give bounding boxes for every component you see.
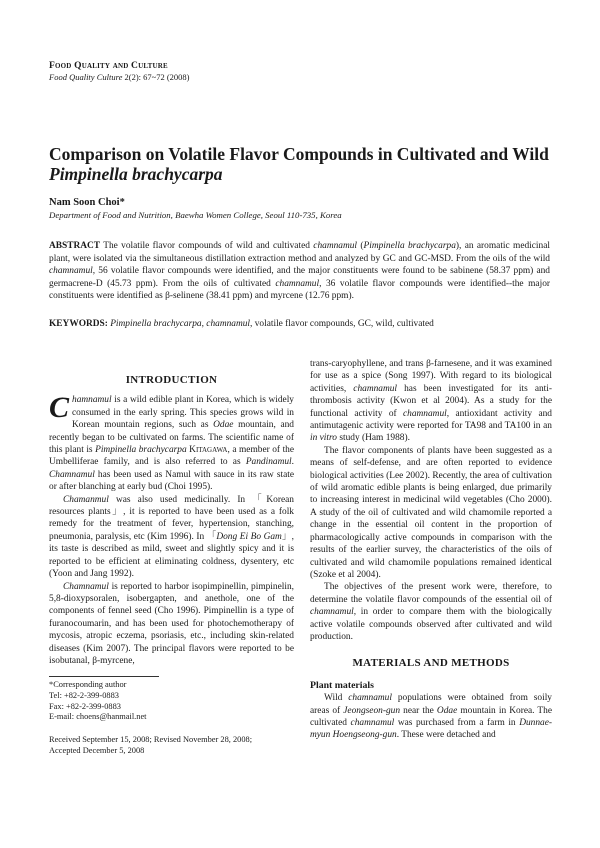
intro-paragraph-2: Chamanmul was also used medicinally. In 「Korean resources plants」, it is reported to have been used as a folk remedy for the treatment of fever, hypertension, stanching, pneumonia, paralysis, etc (Kim 1996). In 「Dong Ei Bo Gam」, its taste is described as mild, sweet and slightly spicy and it is reported to be efficient at eliminating coldness, dysentery, etc (Yoon and Jang 1992). — [49, 494, 294, 580]
plant-materials-heading: Plant materials — [310, 679, 374, 691]
telephone: Tel: +82-2-399-0883 — [49, 690, 119, 700]
intro-paragraph-3: Chamnamul is reported to harbor isopimpinellin, pimpinelin, 5,8-dioxypsoralen, isobergapten, and anethole, one of the components of fennel seed (Cho 1996). Pimpinellin is a type of furanocoumarin, and has been used for photochemotherapy of mycosis, atropic eczema, psoriasis, etc., including skin-related diseases (Kim 2007). The principal flavors were reported to be isobutanal, β-myrcene, — [49, 581, 294, 666]
journal-issue: Food Quality Culture 2(2): 67~72 (2008) — [49, 72, 190, 82]
right-column — [310, 358, 552, 742]
author-name: Nam Soon Choi* — [49, 197, 125, 208]
journal-name: Food Quality and Culture — [49, 61, 168, 71]
email: E-mail: choens@hanmail.net — [49, 712, 147, 722]
abstract: ABSTRACT The volatile flavor compounds of wild and cultivated chamnamul (Pimpinella brachycarpa), an aromatic medicinal plant, were isolated via the simultaneous distillation extraction method and analyzed by GC and GC-MSD. From the oils of the wild chamnamul, 56 volatile flavor compounds were identified, and the major constituents were found to be sabinene (58.37 ppm) and germacrene-D (45.73 ppm). From the oils of cultivated chamnamul, 36 volatile flavor compounds were identified--the major constituents were identified as β-selinene (38.41 ppm) and myrcene (12.76 ppm). — [49, 241, 550, 302]
corresponding-author-note: *Corresponding author — [49, 680, 127, 689]
left-column — [49, 374, 294, 667]
intro-paragraph-5: The flavor components of plants have been suggested as a means of self-defense, and are often reported to evidence biological activities (Lee 2002). Recently, the area of cultivation of wild aromatic edible plants is being enlarged, due primarily to increasing interest in medicinal wild vegetables (Cho 2000). A study of the oil of cultivated and wild chamomile reported a change in the essential oil content in the proportion of pharmacologically active compounds in comparison with the results of the earlier survey, the characteristics of the oils of cultivated and wild chamomile populations remained identical (Szoke et al 2004). — [310, 445, 552, 580]
fax: Fax: +82-2-399-0883 — [49, 701, 121, 711]
methods-heading: MATERIALS AND METHODS — [352, 657, 510, 670]
methods-paragraph-1: Wild chamnamul populations were obtained from soily areas of Jeongseon-gun near the Odae mountain in Korea. The cultivated chamnamul was purchased from a farm in Dunnae-myun Hoengseong-gun. These were detached and — [310, 693, 552, 741]
intro-paragraph-6: The objectives of the present work were, therefore, to determine the volatile flavor compounds of the essential oil of chamnamul, in order to compare them with the biologically active volatile compounds observed after cultivated and wild production. — [310, 582, 552, 642]
drop-cap: C — [49, 391, 70, 425]
introduction-heading: INTRODUCTION — [125, 374, 218, 386]
keywords: KEYWORDS: Pimpinella brachycarpa, chamnamul, volatile flavor compounds, GC, wild, cultivated — [49, 319, 434, 329]
author-affiliation: Department of Food and Nutrition, Baewha Women College, Seoul 110-735, Korea — [49, 210, 342, 220]
accepted-date: Accepted December 5, 2008 — [49, 745, 145, 755]
intro-paragraph-1: Chamnamul is a wild edible plant in Korea, which is widely consumed in the early spring. This species grows wild in Korean mountain regions, such as Odae mountain, and recently began to be cultivated on farms. The scientific name of this plant is Pimpinella brachycarpa Kitagawa, a member of the Umbelliferae family, and is also referred to as Pandinamul. Chamnamul has been used as Namul with sauce in its raw state or after blanching at early bud (Choi 1995). — [49, 391, 295, 493]
footnote-divider — [49, 676, 159, 677]
received-date: Received September 15, 2008; Revised November 28, 2008; — [49, 735, 253, 745]
intro-paragraph-4: trans-caryophyllene, and trans β-farnesene, and it was examined for use as a spice (Song 1997). With regard to its biological activities, chamnamul has been investigated for its anti-thrombosis activity (Kwon et al 2004). As a study for the functional activity of chamnamul, antioxidant activity and antimutagenic activity were reported for TA98 and TA100 in an in vitro study (Ham 1988). — [310, 359, 553, 444]
footnotes — [49, 680, 299, 757]
article-title: Comparison on Volatile Flavor Compounds in Cultivated and Wild Pimpinella brachycarpa — [49, 144, 549, 184]
